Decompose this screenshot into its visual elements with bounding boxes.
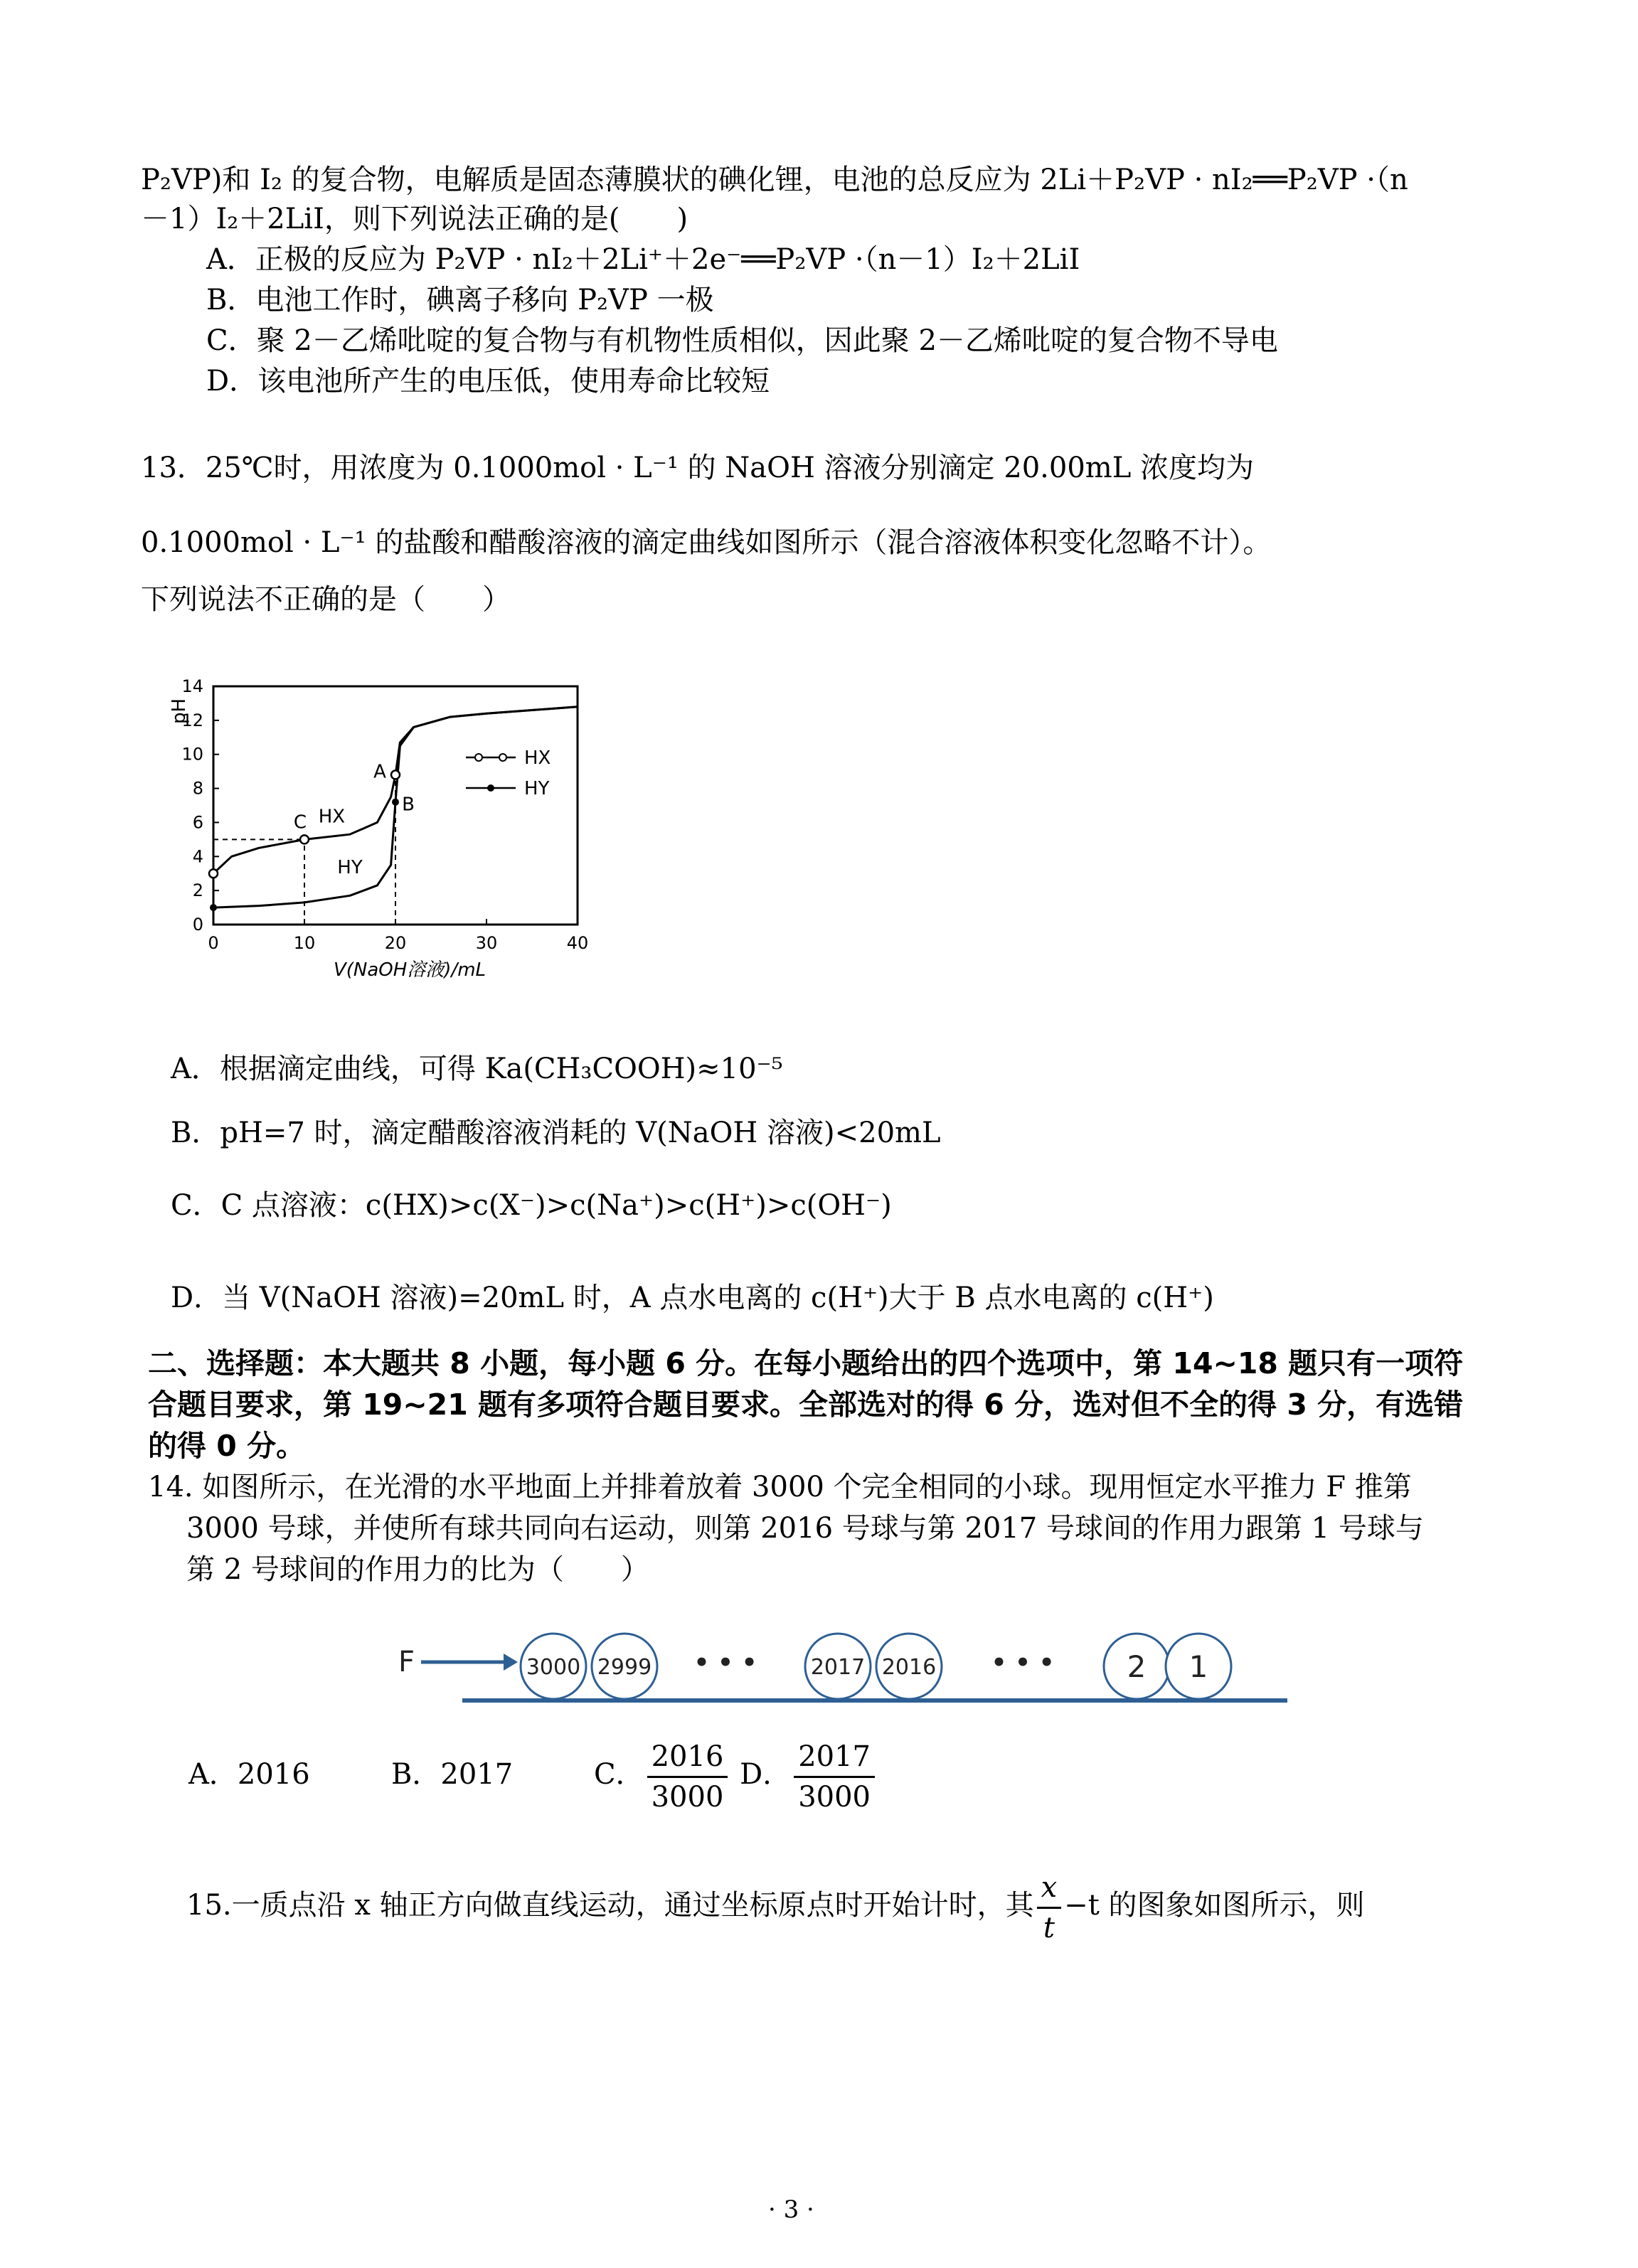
ball-label-2017: 2017 — [810, 1654, 866, 1680]
q14-option-d-numerator: 2017 — [794, 1737, 875, 1778]
q12-line1: P₂VP)和 I₂ 的复合物，电解质是固态薄膜状的碘化锂，电池的总反应为 2Li＋P₂VP · nI₂══P₂VP ·（n — [141, 164, 1408, 196]
point-hy-start — [210, 904, 217, 911]
point-c — [300, 835, 309, 843]
q15-fraction-denominator: t — [1043, 1911, 1055, 1944]
q15-text-end: −t 的图象如图所示，则 — [1064, 1889, 1365, 1922]
annotation-c: C — [293, 811, 307, 834]
q12-option-d: D．该电池所产生的电压低，使用寿命比较短 — [206, 365, 770, 398]
q15-line — [186, 1866, 1364, 1947]
legend-marker-hy — [487, 784, 494, 792]
section2-line1: 二、选择题：本大题共 8 小题，每小题 6 分。在每小题给出的四个选项中，第 14~18 题只有一项符 — [148, 1346, 1464, 1380]
q12-option-c: C．聚 2－乙烯吡啶的复合物与有机物性质相似，因此聚 2－乙烯吡啶的复合物不导电 — [206, 324, 1278, 357]
ball-label-2: 2 — [1127, 1649, 1147, 1685]
q14-option-d-label: D． — [740, 1758, 792, 1791]
q14-line3: 第 2 号球间的作用力的比为（ ） — [186, 1553, 649, 1586]
annotation-b: B — [402, 794, 415, 816]
force-arrow-head — [504, 1654, 518, 1671]
q14-option-d-denominator: 3000 — [798, 1780, 871, 1814]
q13-option-c: C．C 点溶液：c(HX)>c(X⁻)>c(Na⁺)>c(H⁺)>c(OH⁻) — [171, 1189, 892, 1222]
x-tick-label: 0 — [208, 933, 219, 953]
q14-option-a: A．2016 — [188, 1758, 310, 1791]
annotation-a: A — [373, 761, 386, 783]
annotation-hx: HX — [318, 806, 346, 828]
q13-option-d: D．当 V(NaOH 溶液)=20mL 时，A 点水电离的 c(H⁺)大于 B 点水电离的 c(H⁺) — [171, 1282, 1214, 1314]
q12-option-b: B．电池工作时，碘离子移向 P₂VP 一极 — [206, 284, 714, 316]
q13-line3: 下列说法不正确的是（ ） — [141, 583, 511, 616]
force-label: F — [398, 1646, 415, 1678]
page-number: · 3 · — [768, 2195, 814, 2224]
q15-text-start: 15.一质点沿 x 轴正方向做直线运动，通过坐标原点时开始计时，其 — [186, 1889, 1034, 1922]
q13-line1: 13．25℃时，用浓度为 0.1000mol · L⁻¹ 的 NaOH 溶液分别滴定 20.00mL 浓度均为 — [141, 452, 1254, 484]
q14-option-b: B．2017 — [391, 1758, 514, 1791]
y-tick-label: 4 — [192, 846, 203, 867]
legend-label-hy: HY — [524, 778, 550, 799]
ellipsis-2: • • • — [991, 1649, 1055, 1677]
q14-option-c-denominator: 3000 — [651, 1780, 724, 1814]
q14-option-d-fraction — [794, 1737, 875, 1816]
ball-label-2016: 2016 — [881, 1654, 937, 1680]
y-tick-label: 2 — [192, 880, 203, 901]
ball-label-1: 1 — [1188, 1649, 1208, 1685]
annotation-hy: HY — [337, 857, 363, 879]
ball-figure — [384, 1618, 1294, 1718]
q15-fraction-numerator: x — [1037, 1868, 1062, 1909]
q14-option-c — [594, 1735, 878, 1816]
section2-line3: 的得 0 分。 — [148, 1429, 306, 1463]
q14-option-c-label: C． — [594, 1758, 644, 1791]
y-tick-label: 12 — [181, 710, 203, 730]
q15-fraction — [1037, 1868, 1062, 1947]
legend-marker-hx — [499, 754, 506, 761]
point-a — [391, 770, 400, 779]
y-tick-label: 6 — [192, 812, 203, 833]
q12-option-a: A．正极的反应为 P₂VP · nI₂＋2Li⁺＋2e⁻══P₂VP ·（n－1）I₂＋2LiI — [206, 243, 1080, 276]
q13-option-a: A．根据滴定曲线，可得 Ka(CH₃COOH)≈10⁻⁵ — [171, 1053, 783, 1085]
x-tick-label: 30 — [475, 933, 498, 953]
y-tick-label: 0 — [192, 915, 203, 935]
y-axis-label: pH — [169, 698, 190, 725]
q12-line2: －1）I₂＋2LiI，则下列说法正确的是( ) — [141, 203, 688, 235]
ball-label-3000: 3000 — [526, 1654, 581, 1680]
q14-line2: 3000 号球，并使所有球共同向右运动，则第 2016 号球与第 2017 号球间的作用力跟第 1 号球与 — [186, 1512, 1424, 1545]
point-hx-start — [209, 869, 218, 878]
legend-marker-hx — [475, 754, 482, 761]
y-tick-label: 10 — [181, 744, 203, 765]
point-b — [392, 799, 399, 806]
x-axis-label: V(NaOH溶液)/mL — [333, 959, 486, 981]
ball-label-2999: 2999 — [597, 1654, 652, 1680]
x-tick-label: 40 — [566, 933, 589, 953]
q14-option-c-numerator: 2016 — [647, 1737, 728, 1778]
y-tick-label: 14 — [181, 676, 203, 696]
x-tick-label: 10 — [293, 933, 316, 953]
q13-line2: 0.1000mol · L⁻¹ 的盐酸和醋酸溶液的滴定曲线如图所示（混合溶液体积变化忽略不计）。 — [141, 526, 1272, 559]
titration-chart — [142, 669, 612, 981]
legend-label-hx: HX — [524, 747, 551, 769]
y-tick-label: 8 — [192, 778, 203, 799]
section2-line2: 合题目要求，第 19~21 题有多项符合题目要求。全部选对的得 6 分，选对但不全的得 3 分，有选错 — [148, 1388, 1464, 1422]
q14-option-c-fraction — [647, 1737, 728, 1816]
ellipsis-1: • • • — [693, 1649, 757, 1677]
q13-option-b: B．pH=7 时，滴定醋酸溶液消耗的 V(NaOH 溶液)<20mL — [171, 1117, 941, 1149]
q14-line1: 14. 如图所示，在光滑的水平地面上并排着放着 3000 个完全相同的小球。现用恒定水平推力 F 推第 — [148, 1471, 1412, 1503]
x-tick-label: 20 — [384, 933, 407, 953]
